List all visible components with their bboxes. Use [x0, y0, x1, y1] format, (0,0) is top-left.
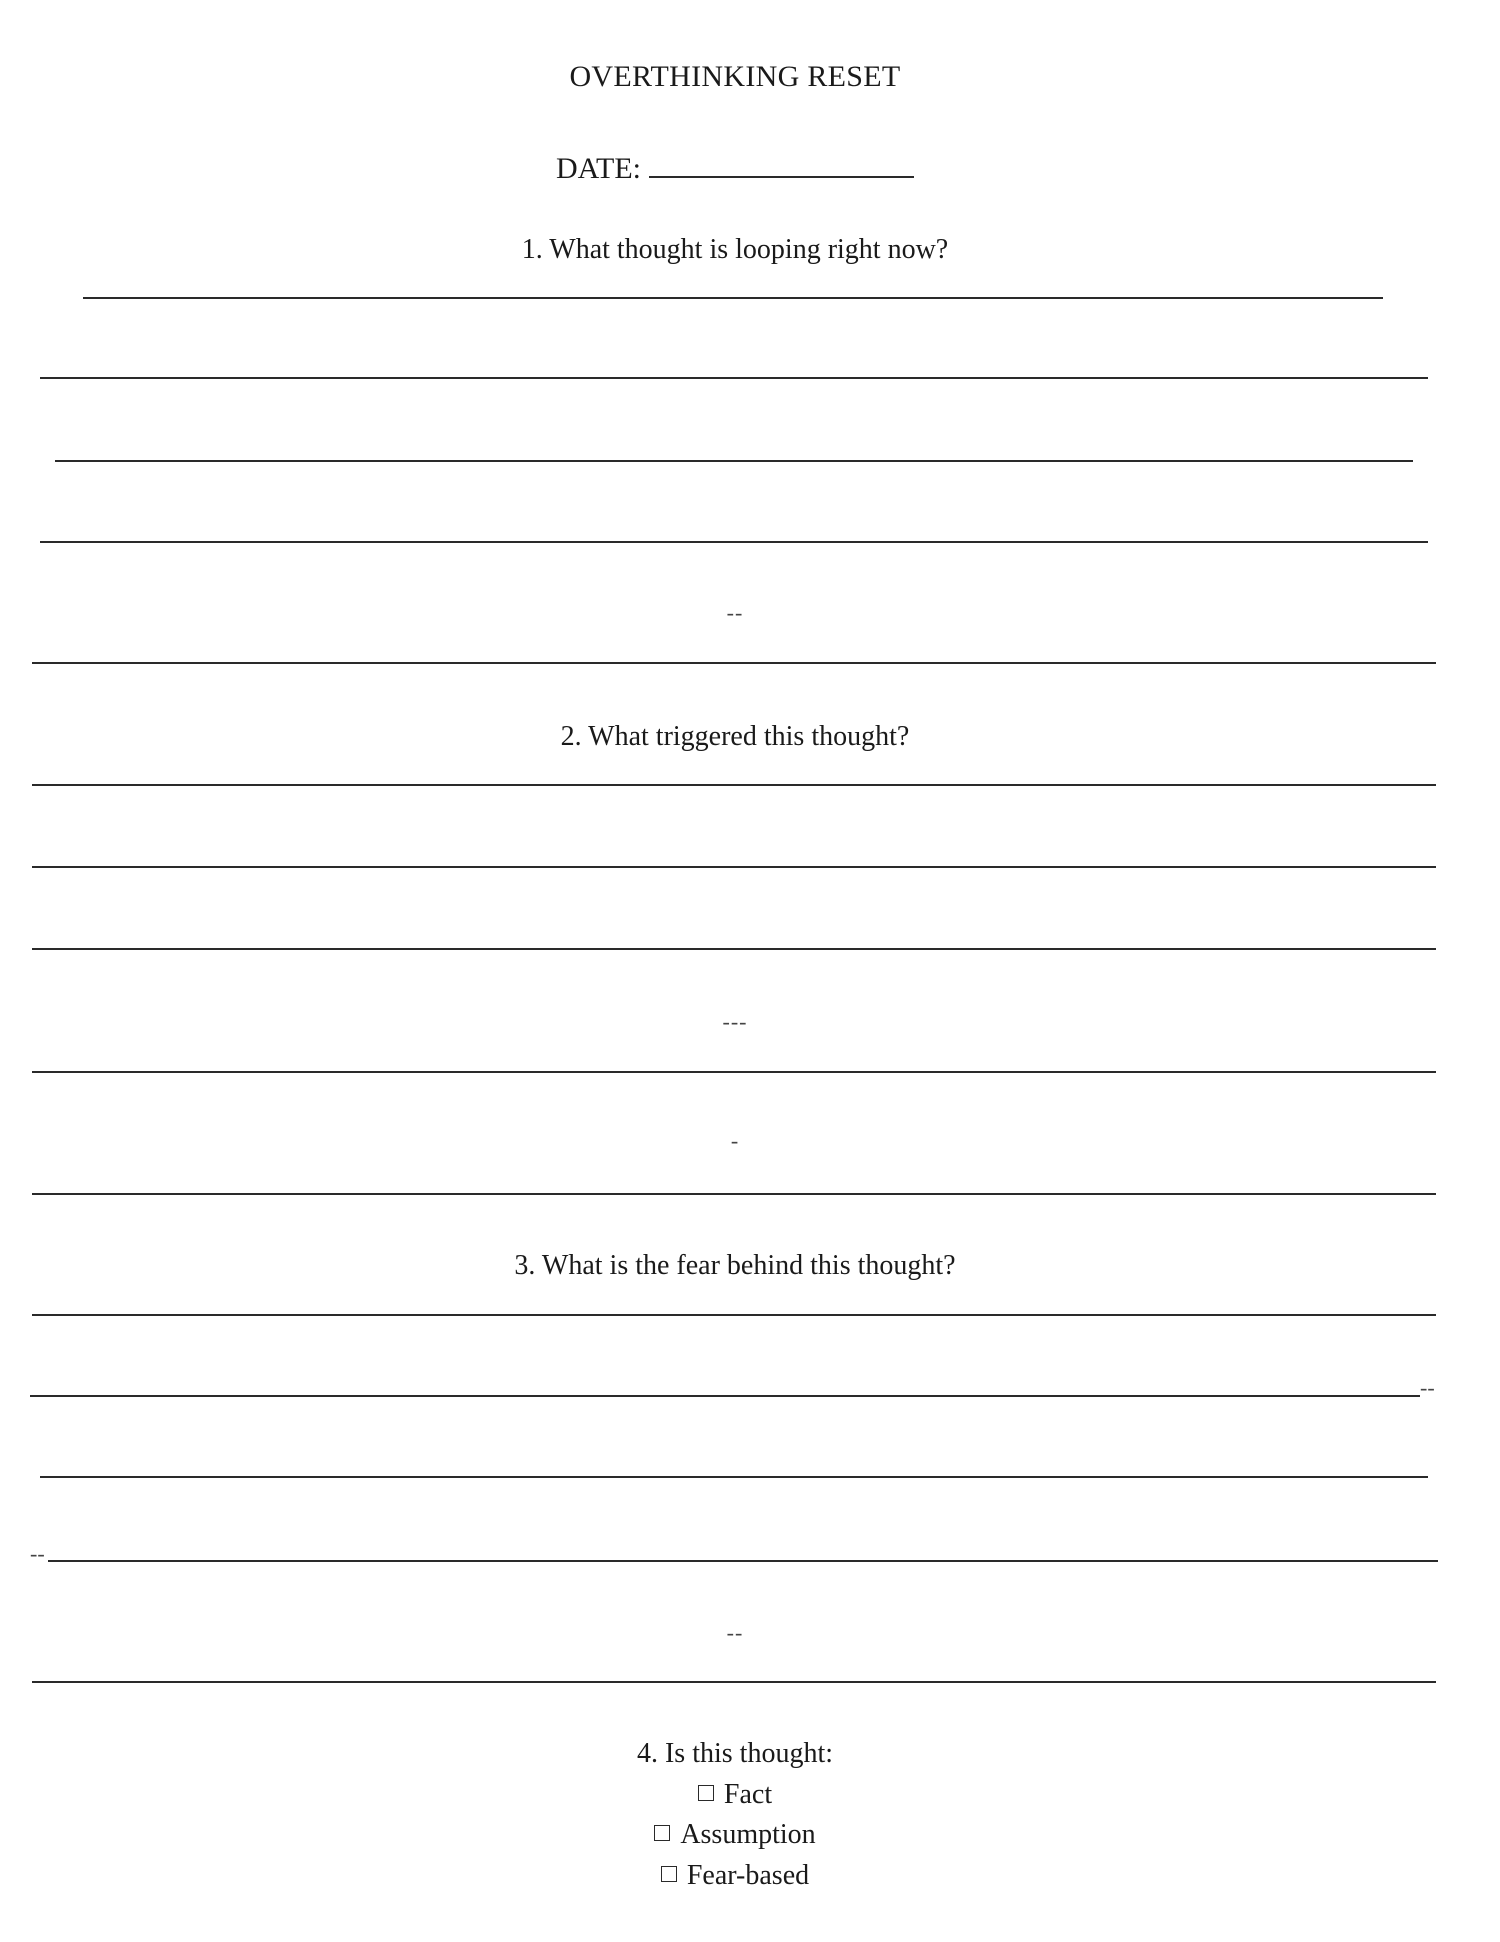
answer-line[interactable] — [48, 1560, 1438, 1562]
checkbox-icon[interactable] — [661, 1866, 677, 1882]
checkbox-icon[interactable] — [698, 1785, 714, 1801]
answer-line[interactable] — [40, 377, 1428, 379]
divider-line — [32, 662, 1436, 664]
separator: -- — [726, 1620, 744, 1645]
separator: - — [730, 1128, 740, 1153]
answer-line[interactable] — [32, 948, 1436, 950]
stray-dashes: -- — [30, 1541, 45, 1566]
answer-line[interactable] — [32, 784, 1436, 786]
divider-line — [32, 1193, 1436, 1195]
option-assumption[interactable] — [0, 1821, 1470, 1849]
option-label: Fear-based — [686, 1860, 810, 1891]
divider-line — [32, 1681, 1436, 1683]
answer-line[interactable] — [83, 297, 1383, 299]
option-fear-based[interactable] — [0, 1862, 1470, 1890]
question-2: 2. What triggered this thought? — [560, 721, 910, 752]
answer-line[interactable] — [30, 1395, 1420, 1397]
option-label: Assumption — [680, 1819, 816, 1850]
question-4: 4. Is this thought: — [636, 1738, 833, 1769]
answer-line[interactable] — [55, 460, 1413, 462]
answer-line[interactable] — [32, 1314, 1436, 1316]
answer-line[interactable] — [32, 866, 1436, 868]
answer-line[interactable] — [40, 1476, 1428, 1478]
divider-line — [32, 1071, 1436, 1073]
stray-dashes: -- — [1420, 1375, 1435, 1400]
option-label: Fact — [723, 1779, 773, 1810]
answer-line[interactable] — [40, 541, 1428, 543]
page-title: OVERTHINKING RESET — [569, 60, 901, 93]
option-fact[interactable] — [0, 1781, 1470, 1809]
separator: -- — [726, 600, 744, 625]
question-3: 3. What is the fear behind this thought? — [514, 1250, 956, 1281]
checkbox-icon[interactable] — [654, 1825, 670, 1841]
date-row — [0, 150, 1470, 184]
question-1: 1. What thought is looping right now? — [521, 234, 949, 265]
date-label: DATE: — [556, 152, 641, 185]
separator: --- — [722, 1009, 748, 1034]
date-input-line[interactable] — [649, 150, 914, 178]
